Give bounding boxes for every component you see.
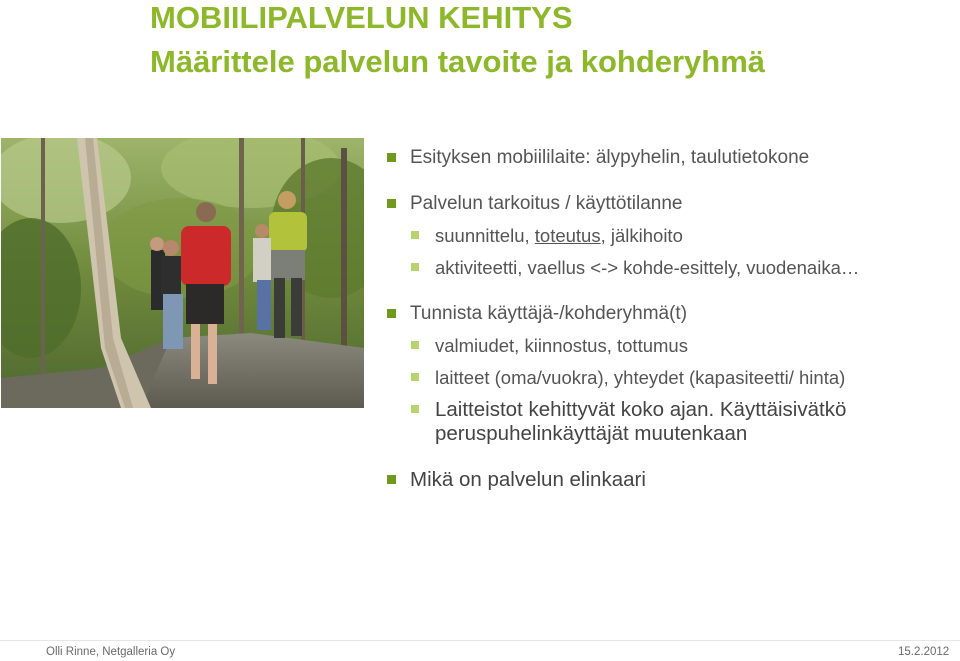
sub-bullet-phases: [384, 224, 944, 248]
footer-author: Olli Rinne, Netgalleria Oy: [46, 646, 176, 658]
devices-text: laitteet (oma/vuokra), yhteydet (kapasiteetti/ hinta): [435, 367, 846, 388]
bullet-lifecycle: [384, 468, 944, 492]
bullet-device-text: Esityksen mobiililaite: älypyhelin, taulutietokone: [410, 147, 810, 168]
square-bullet-icon: [387, 475, 396, 484]
square-bullet-icon: [387, 309, 396, 318]
phases-post: , jälkihoito: [600, 225, 683, 246]
hikers-photo: [1, 138, 364, 408]
evolution-text: Laitteistot kehittyvät koko ajan. Käyttäisivätkö peruspuhelinkäyttäjät muutenkaan: [435, 398, 847, 445]
sub-bullet-devices: [384, 366, 944, 390]
bullet-purpose-text: Palvelun tarkoitus / käyttötilanne: [410, 193, 683, 214]
toteutus-link[interactable]: toteutus: [534, 225, 601, 246]
square-bullet-icon: [387, 153, 396, 162]
bullet-target-group: [384, 302, 944, 326]
square-bullet-icon: [387, 199, 396, 208]
target-group-text: Tunnista käyttäjä-/kohderyhmä(t): [410, 303, 688, 324]
activity-text: aktiviteetti, vaellus <-> kohde-esittely, vuodenaika…: [435, 257, 860, 278]
title-line-2: Määrittele palvelun tavoite ja kohderyhmä: [150, 44, 766, 79]
bullet-list: [384, 146, 944, 492]
footer-date: 15.2.2012: [898, 646, 950, 658]
title-line-1: MOBIILIPALVELUN KEHITYS: [150, 0, 573, 35]
square-bullet-icon: [411, 341, 419, 349]
footer-divider: [0, 640, 960, 641]
bullet-device: [384, 146, 944, 170]
square-bullet-icon: [411, 373, 419, 381]
bullet-purpose: [384, 192, 944, 216]
lifecycle-text: Mikä on palvelun elinkaari: [410, 468, 646, 491]
slide-title: [150, 0, 950, 84]
sub-bullet-activity: [384, 256, 944, 280]
phases-pre: suunnittelu,: [435, 225, 535, 246]
skills-text: valmiudet, kiinnostus, tottumus: [435, 335, 688, 356]
sub-bullet-skills: [384, 334, 944, 358]
square-bullet-icon: [411, 231, 419, 239]
square-bullet-icon: [411, 405, 419, 413]
sub-bullet-evolution: [384, 398, 944, 446]
square-bullet-icon: [411, 263, 419, 271]
